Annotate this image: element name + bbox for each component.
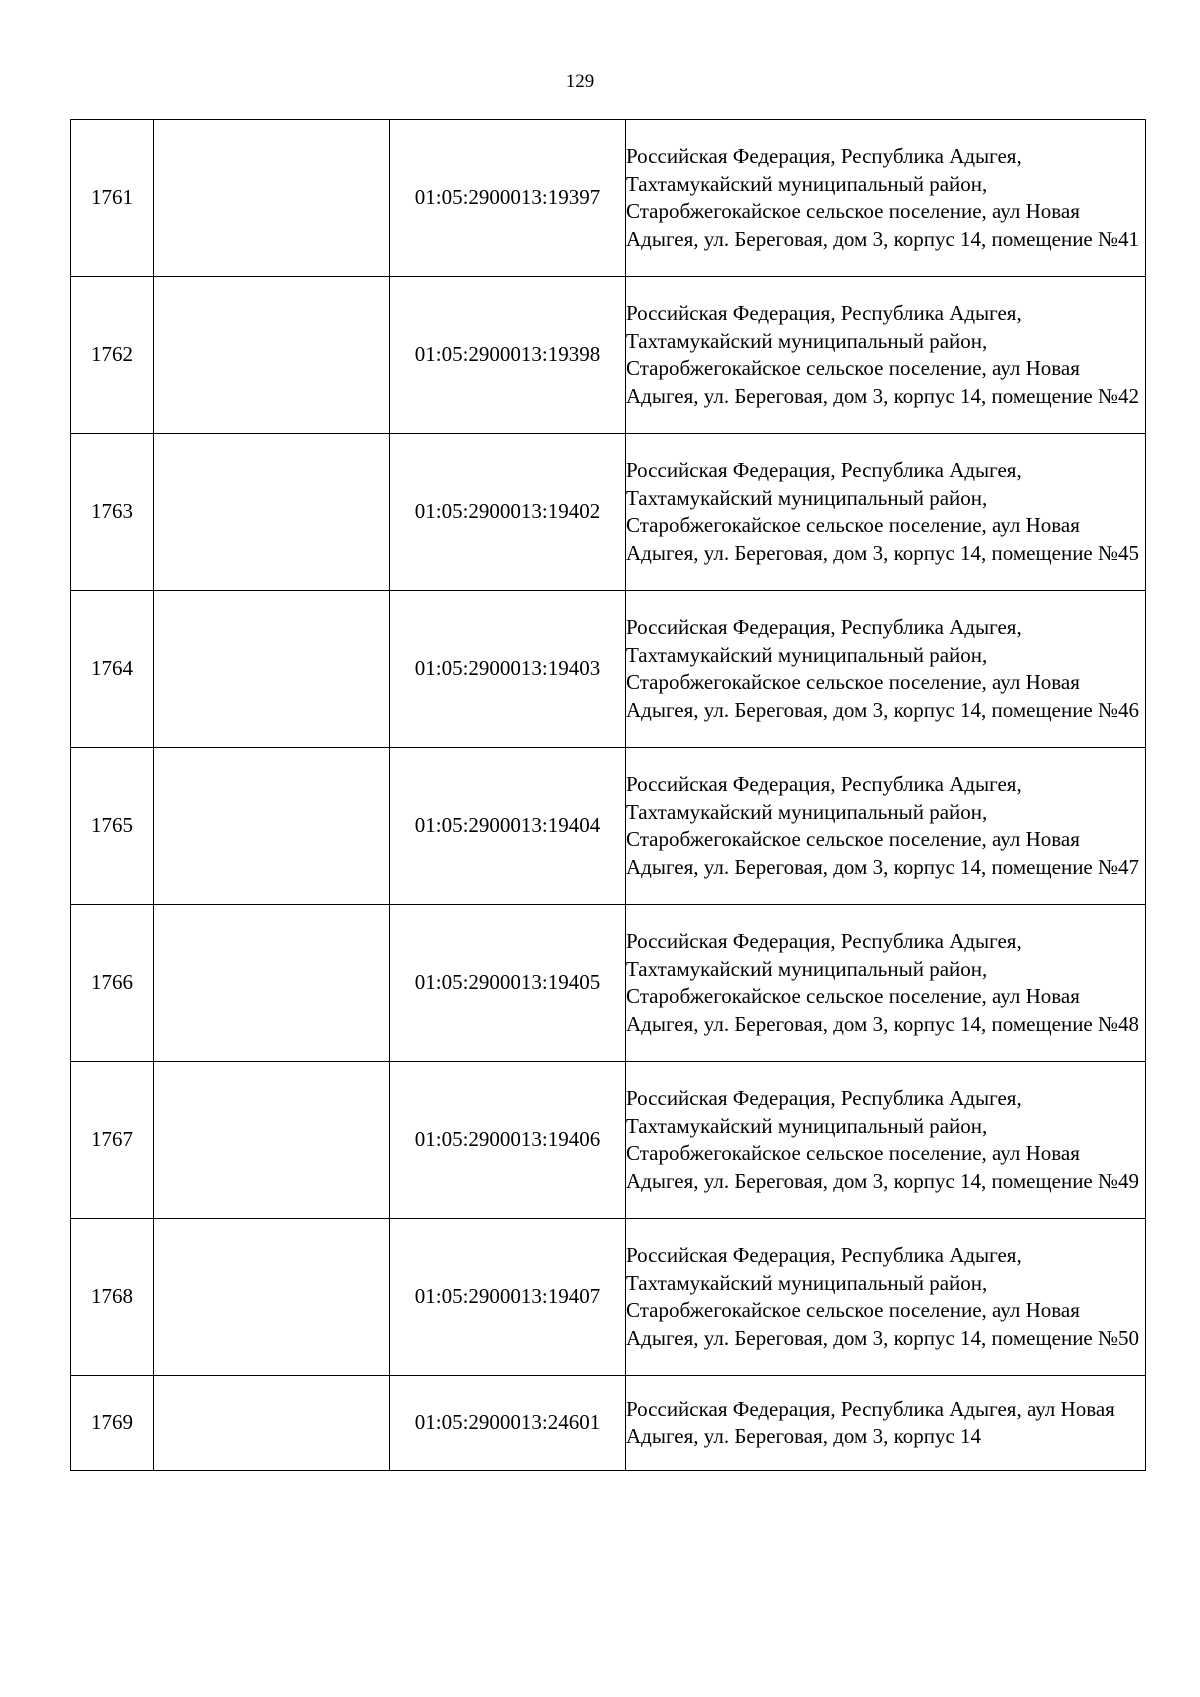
empty-cell	[154, 434, 390, 591]
row-number: 1769	[71, 1376, 154, 1471]
table-row	[71, 905, 1146, 1062]
table-row	[71, 748, 1146, 905]
address-cell: Российская Федерация, Республика Адыгея, Тахтамукайский муниципальный район, Старобжегокайское сельское поселение, аул Новая Адыгея, ул. Береговая, дом 3, корпус 14, помещение №48	[626, 905, 1146, 1062]
table-row	[71, 120, 1146, 277]
table-row	[71, 591, 1146, 748]
address-cell: Российская Федерация, Республика Адыгея, Тахтамукайский муниципальный район, Старобжегокайское сельское поселение, аул Новая Адыгея, ул. Береговая, дом 3, корпус 14, помещение №50	[626, 1219, 1146, 1376]
row-number: 1762	[71, 277, 154, 434]
empty-cell	[154, 277, 390, 434]
empty-cell	[154, 1062, 390, 1219]
cadastral-number: 01:05:2900013:19404	[390, 748, 626, 905]
empty-cell	[154, 1219, 390, 1376]
empty-cell	[154, 120, 390, 277]
cadastral-number: 01:05:2900013:19405	[390, 905, 626, 1062]
empty-cell	[154, 748, 390, 905]
address-cell: Российская Федерация, Республика Адыгея, Тахтамукайский муниципальный район, Старобжегокайское сельское поселение, аул Новая Адыгея, ул. Береговая, дом 3, корпус 14, помещение №49	[626, 1062, 1146, 1219]
cadastral-number: 01:05:2900013:19403	[390, 591, 626, 748]
table-row	[71, 1219, 1146, 1376]
row-number: 1765	[71, 748, 154, 905]
row-number: 1766	[71, 905, 154, 1062]
table-row	[71, 277, 1146, 434]
empty-cell	[154, 905, 390, 1062]
registry-table	[70, 119, 1146, 1471]
table-row	[71, 434, 1146, 591]
address-cell: Российская Федерация, Республика Адыгея, Тахтамукайский муниципальный район, Старобжегокайское сельское поселение, аул Новая Адыгея, ул. Береговая, дом 3, корпус 14, помещение №47	[626, 748, 1146, 905]
row-number: 1768	[71, 1219, 154, 1376]
row-number: 1767	[71, 1062, 154, 1219]
cadastral-number: 01:05:2900013:19402	[390, 434, 626, 591]
page-number: 129	[565, 71, 595, 92]
cadastral-number: 01:05:2900013:24601	[390, 1376, 626, 1471]
row-number: 1764	[71, 591, 154, 748]
address-cell: Российская Федерация, Республика Адыгея, Тахтамукайский муниципальный район, Старобжегокайское сельское поселение, аул Новая Адыгея, ул. Береговая, дом 3, корпус 14, помещение №42	[626, 277, 1146, 434]
empty-cell	[154, 1376, 390, 1471]
empty-cell	[154, 591, 390, 748]
table-row	[71, 1062, 1146, 1219]
address-cell: Российская Федерация, Республика Адыгея, Тахтамукайский муниципальный район, Старобжегокайское сельское поселение, аул Новая Адыгея, ул. Береговая, дом 3, корпус 14, помещение №45	[626, 434, 1146, 591]
table-row	[71, 1376, 1146, 1471]
cadastral-number: 01:05:2900013:19398	[390, 277, 626, 434]
cadastral-number: 01:05:2900013:19407	[390, 1219, 626, 1376]
registry-table-body	[71, 120, 1146, 1471]
address-cell: Российская Федерация, Республика Адыгея, аул Новая Адыгея, ул. Береговая, дом 3, корпус 14	[626, 1376, 1146, 1471]
row-number: 1761	[71, 120, 154, 277]
cadastral-number: 01:05:2900013:19406	[390, 1062, 626, 1219]
address-cell: Российская Федерация, Республика Адыгея, Тахтамукайский муниципальный район, Старобжегокайское сельское поселение, аул Новая Адыгея, ул. Береговая, дом 3, корпус 14, помещение №41	[626, 120, 1146, 277]
row-number: 1763	[71, 434, 154, 591]
address-cell: Российская Федерация, Республика Адыгея, Тахтамукайский муниципальный район, Старобжегокайское сельское поселение, аул Новая Адыгея, ул. Береговая, дом 3, корпус 14, помещение №46	[626, 591, 1146, 748]
cadastral-number: 01:05:2900013:19397	[390, 120, 626, 277]
